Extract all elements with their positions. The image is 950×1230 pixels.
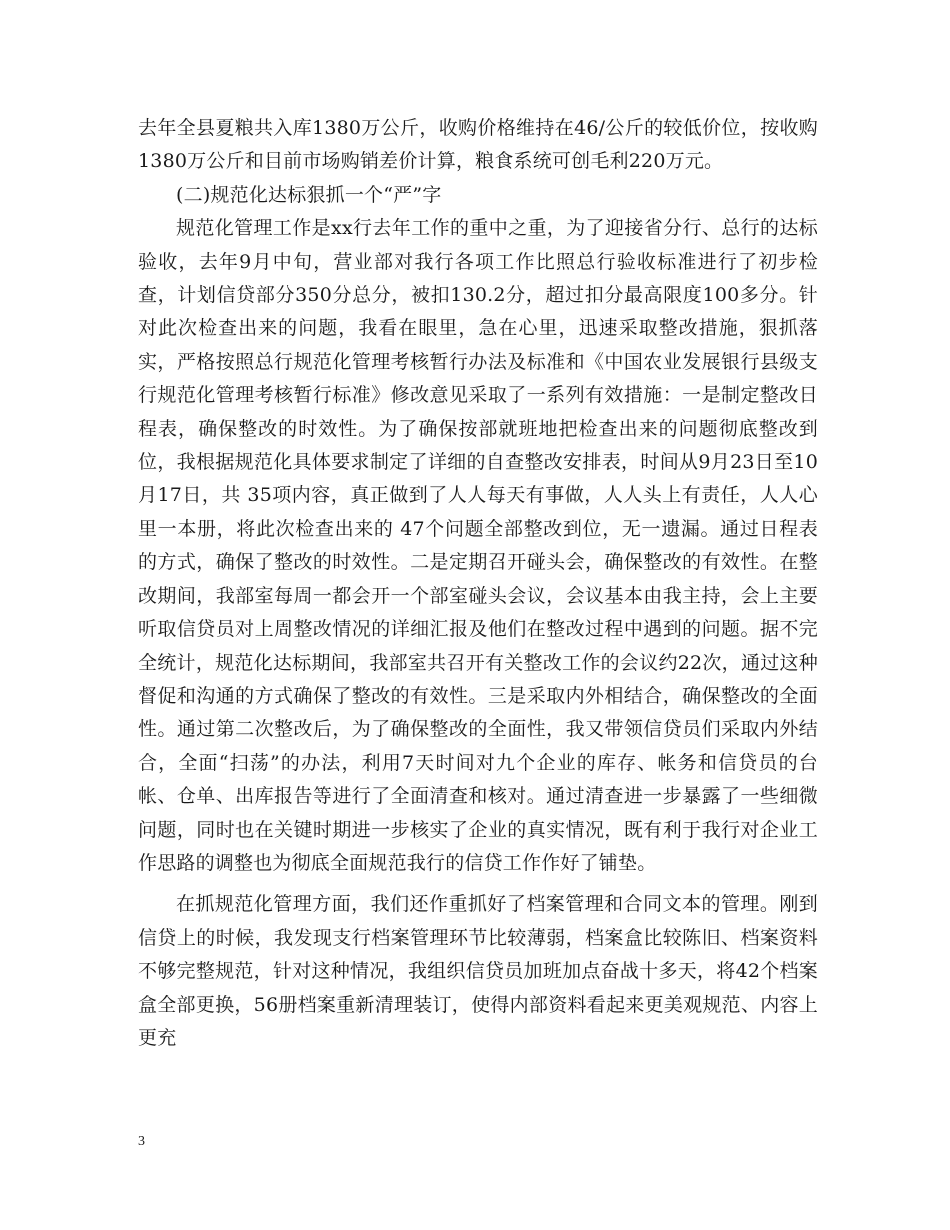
paragraph-archive-management: 在抓规范化管理方面，我们还作重抓好了档案管理和合同文本的管理。刚到信贷上的时候，我发现支行档案管理环节比较薄弱，档案盒比较陈旧、档案资料不够完整规范，针对这种情况，我组织信贷员加班加点奋战十多天，将42个档案盒全部更换，56册档案重新清理装订，使得内部资料看起来更美观规范、内容上更充	[138, 893, 818, 1049]
paragraph-standardization: 规范化管理工作是xx行去年工作的重中之重，为了迎接省分行、总行的达标验收，去年9月中旬，营业部对我行各项工作比照总行验收标准进行了初步检查，计划信贷部分350分总分，被扣130.2分，超过扣分最高限度100多分。针对此次检查出来的问题，我看在眼里，急在心里，迅速采取整改措施，狠抓落实，严格按照总行规范化管理考核暂行办法及标准和《中国农业发展银行县级支行规范化管理考核暂行标准》修改意见采取了一系列有效措施：一是制定整改日程表，确保整改的时效性。为了确保按部就班地把检查出来的问题彻底整改到位，我根据规范化具体要求制定了详细的自查整改安排表，时间从9月23日至10月17日，共 35项内容，真正做到了人人每天有事做，人人头上有责任，人人心里一本册，将此次检查出来的 47个问题全部整改到位，无一遗漏。通过日程表的方式，确保了整改的时效性。二是定期召开碰头会，确保整改的有效性。在整改期间，我部室每周一都会开一个部室碰头会议，会议基本由我主持，会上主要听取信贷员对上周整改情况的详细汇报及他们在整改过程中遇到的问题。据不完全统计，规范化达标期间，我部室共召开有关整改工作的会议约22次，通过这种督促和沟通的方式确保了整改的有效性。三是采取内外相结合，确保整改的全面性。通过第二次整改后，为了确保整改的全面性，我又带领信贷员们采取内外结合，全面“扫荡”的办法，利用7天时间对九个企业的库存、帐务和信贷员的台帐、仓单、出库报告等进行了全面清查和核对。通过清查进一步暴露了一些细微问题，同时也在关键时期进一步核实了企业的真实情况，既有利于我行对企业工作思路的调整也为彻底全面规范我行的信贷工作作好了铺垫。	[138, 217, 818, 874]
document-body	[138, 112, 818, 1055]
page-number: 3	[138, 1134, 145, 1149]
paragraph-grain-purchase: 去年全县夏粮共入库1380万公斤，收购价格维持在46/公斤的较低价位，按收购1380万公斤和目前市场购销差价计算，粮食系统可创毛利220万元。	[138, 117, 818, 173]
section-heading: (二)规范化达标狠抓一个“严”字	[176, 183, 442, 206]
